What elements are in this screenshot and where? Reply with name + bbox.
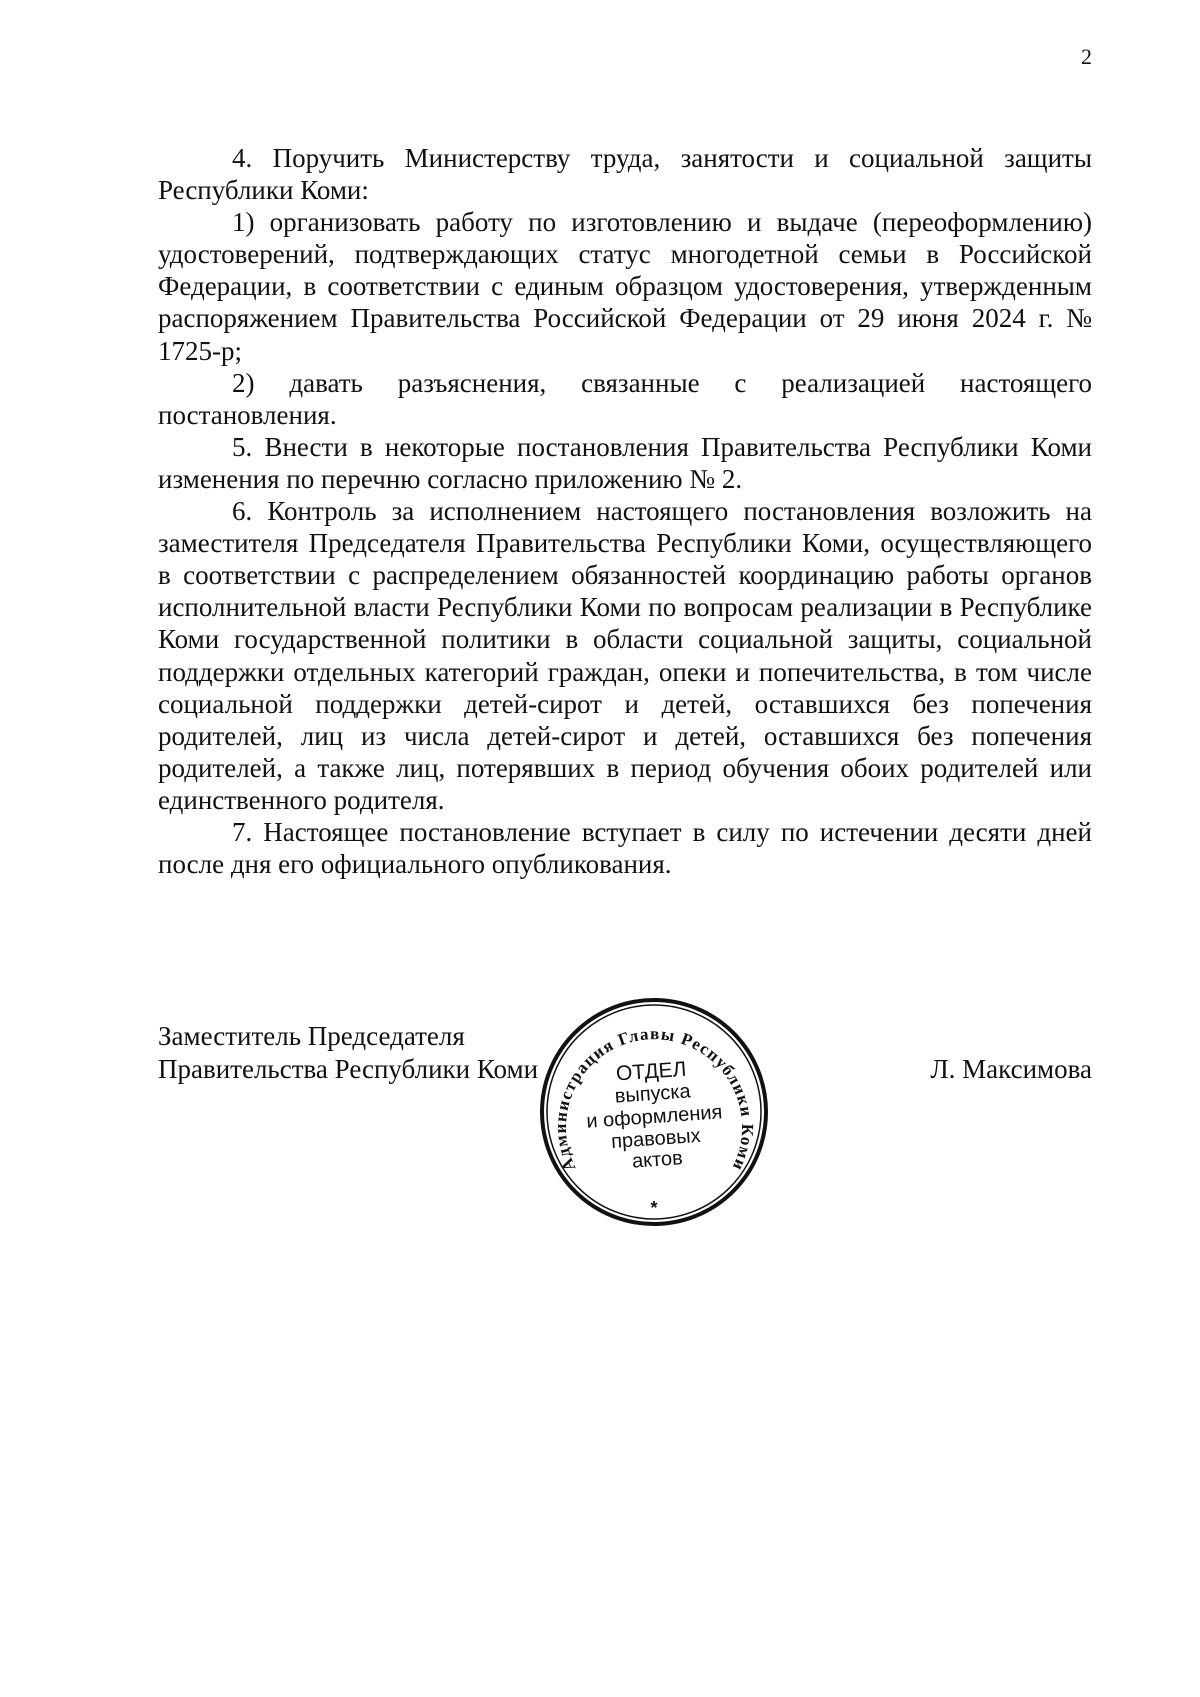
paragraph-5: 5. Внести в некоторые постановления Правительства Республики Коми изменения по перечню согласно приложению № 2. [158,431,1092,494]
document-body [158,142,1092,880]
stamp-center-line-4: правовых [610,1124,702,1154]
stamp-star-icon: * [650,1198,658,1218]
official-stamp [538,996,770,1228]
paragraph-4-1: 1) организовать работу по изготовлению и выдаче (переоформлению) удостоверений, подтверждающих статус многодетной семьи в Российской Федерации, в соответствии с единым образцом удостоверения, утвержденным распоряжением Правительства Российской Федерации от 29 июня 2024 г. № 1725-р; [158,207,1092,366]
stamp-center-line-5: актов [631,1147,684,1173]
stamp-center-line-1: ОТДЕЛ [615,1057,688,1086]
signatory-position [158,1020,538,1085]
signatory-position-line-2: Правительства Республики Коми [158,1053,539,1084]
stamp-graphic [538,996,770,1228]
page-number: 2 [1081,44,1092,69]
signatory-position-line-1: Заместитель Председателя [158,1021,465,1051]
signatory-name: Л. Максимова [930,1053,1092,1084]
paragraph-6: 6. Контроль за исполнением настоящего постановления возложить на заместителя Председателя Правительства Республики Коми, осуществляющего в соответствии с распределением обязанностей координацию работы органов исполнительной власти Республики Коми по вопросам реализации в Республике Коми государственной политики в области социальной защиты, социальной поддержки отдельных категорий граждан, опеки и попечительства, в том числе социальной поддержки детей-сирот и детей, оставшихся без попечения родителей, лиц из числа детей-сирот и детей, оставшихся без попечения родителей, а также лиц, потерявших в период обучения обоих родителей или единственного родителя. [158,496,1092,815]
stamp-center-line-2: выпуска [614,1080,692,1108]
paragraph-4-2: 2) давать разъяснения, связанные с реализацией настоящего постановления. [158,367,1092,430]
stamp-ring-text: Администрация Главы Республики Коми [550,1024,758,1175]
paragraph-4: 4. Поручить Министерству труда, занятости и социальной защиты Республики Коми: [158,143,1092,206]
stamp-center-line-3: и оформления [585,1101,724,1133]
paragraph-7: 7. Настоящее постановление вступает в силу по истечении десяти дней после дня его официального опубликования. [158,816,1092,880]
